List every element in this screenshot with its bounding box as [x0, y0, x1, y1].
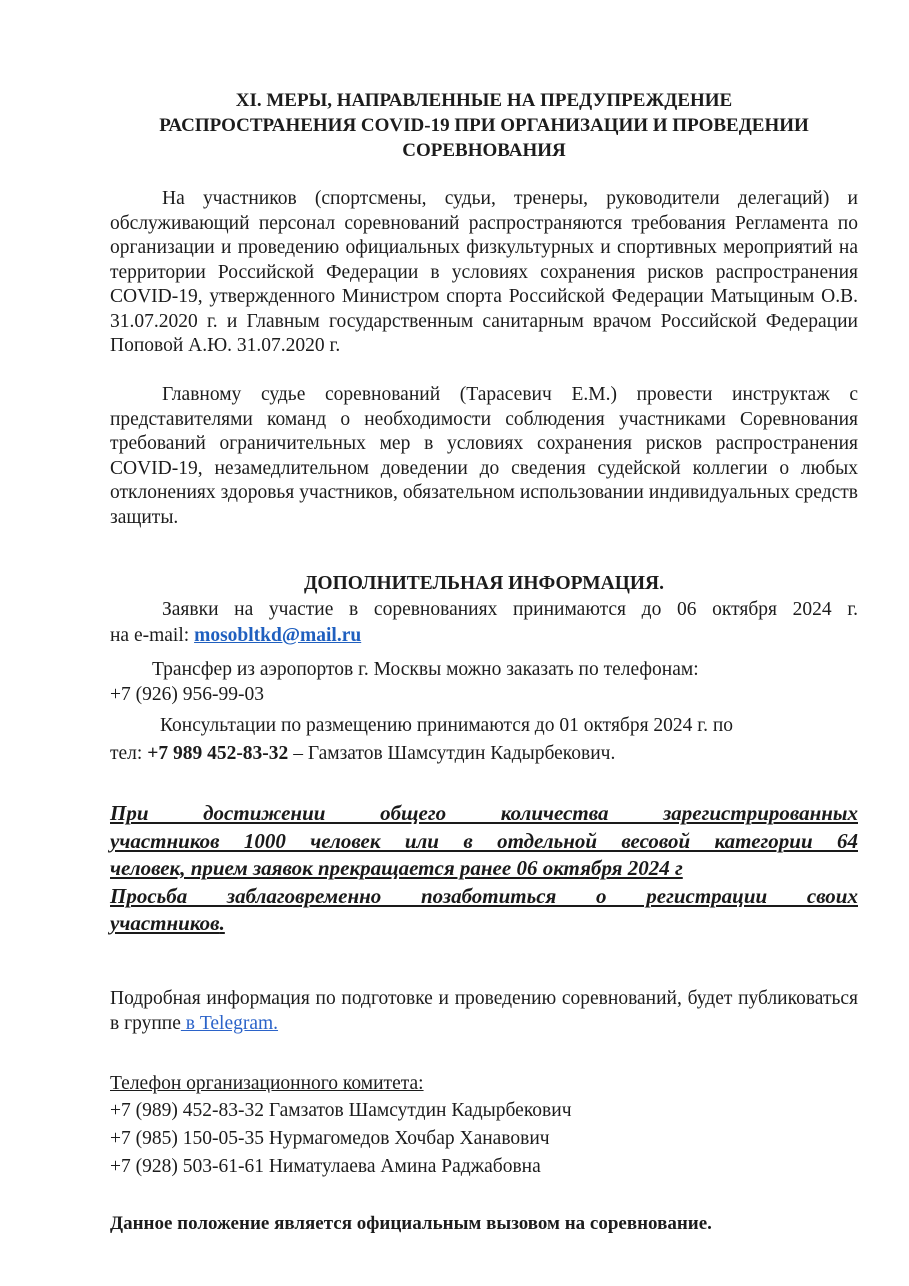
section-title-line: РАСПРОСТРАНЕНИЯ COVID-19 ПРИ ОРГАНИЗАЦИИ И ПРОВЕДЕНИИ	[159, 115, 809, 136]
warning-period: .	[219, 911, 225, 935]
accommodation-contact-line	[110, 742, 858, 766]
transfer-text: Трансфер из аэропортов г. Москвы можно заказать по телефонам:	[152, 659, 699, 680]
covid-requirements-paragraph: На участников (спортсмены, судьи, тренеры, руководители делегаций) и обслуживающий персонал соревнований распространяются требования Регламента по организации и проведению официальных физкультурных и спортивных мероприятий на территории Российской Федерации в условиях сохранения рисков распространения COVID-19, утвержденного Министром спорта Российской Федерации Матыциным О.В. 31.07.2020 г. и Главным государственным санитарным врачом Российской Федерации Поповой А.Ю. 31.07.2020 г.	[110, 188, 858, 356]
section-title-line: СОРЕВНОВАНИЯ	[402, 140, 566, 161]
telegram-text: Подробная информация по подготовке и проведению соревнований, будет публиковаться в группе	[110, 988, 858, 1034]
accommodation-text: Консультации по размещению принимаются до 01 октября 2024 г. по	[160, 715, 734, 736]
warning-line: При достижении общего количества зарегистрированных	[110, 801, 858, 825]
chief-judge-paragraph: Главному судье соревнований (Тарасевич Е.М.) провести инструктаж с представителями команд о необходимости соблюдения участниками Соревнования требований ограничительных мер в условиях сохранения рисков распространения COVID-19, незамедлительном доведении до сведения судейской коллегии о любых отклонениях здоровья участников, обязательном использовании индивидуальных средств защиты.	[110, 384, 858, 528]
transfer-phone: +7 (926) 956-99-03	[110, 684, 264, 705]
accommodation-phone-prefix: тел:	[110, 743, 148, 764]
email-prefix: на e-mail:	[110, 625, 195, 646]
committee-contact: +7 (989) 452-83-32 Гамзатов Шамсутдин Кадырбекович	[110, 1100, 572, 1121]
telegram-paragraph	[110, 987, 858, 1036]
warning-line-last	[110, 910, 858, 938]
committee-heading: Телефон организационного комитета:	[110, 1073, 424, 1094]
warning-line: Просьба заблаговременно позаботиться о регистрации своих	[110, 883, 858, 908]
accommodation-phone: +7 989 452-83-32	[147, 743, 289, 764]
warning-line: участников 1000 человек или в отдельной весовой категории 64	[110, 828, 858, 853]
committee-contact: +7 (928) 503-61-61 Ниматулаева Амина Раджабовна	[110, 1156, 541, 1177]
email-line	[110, 624, 858, 648]
accommodation-contact-name: – Гамзатов Шамсутдин Кадырбекович.	[288, 743, 616, 764]
section-title-line: XI. МЕРЫ, НАПРАВЛЕННЫЕ НА ПРЕДУПРЕЖДЕНИЕ	[235, 90, 733, 111]
committee-contact: +7 (985) 150-05-35 Нурмагомедов Хочбар Ханавович	[110, 1128, 550, 1149]
official-call-statement: Данное положение является официальным вызовом на соревнование.	[110, 1213, 712, 1234]
section-title	[110, 88, 858, 163]
warning-line: участников	[110, 911, 220, 935]
additional-info-heading: ДОПОЛНИТЕЛЬНАЯ ИНФОРМАЦИЯ.	[303, 573, 664, 594]
warning-line: человек, прием заявок прекращается ранее 06 октября 2024 г	[110, 856, 683, 880]
applications-deadline-text: Заявки на участие в соревнованиях принимаются до 06 октября 2024 г.	[162, 599, 858, 620]
registration-limit-warning	[110, 800, 858, 938]
telegram-link[interactable]: в Telegram.	[180, 1012, 279, 1034]
email-link[interactable]: mosobltkd@mail.ru	[194, 625, 362, 646]
